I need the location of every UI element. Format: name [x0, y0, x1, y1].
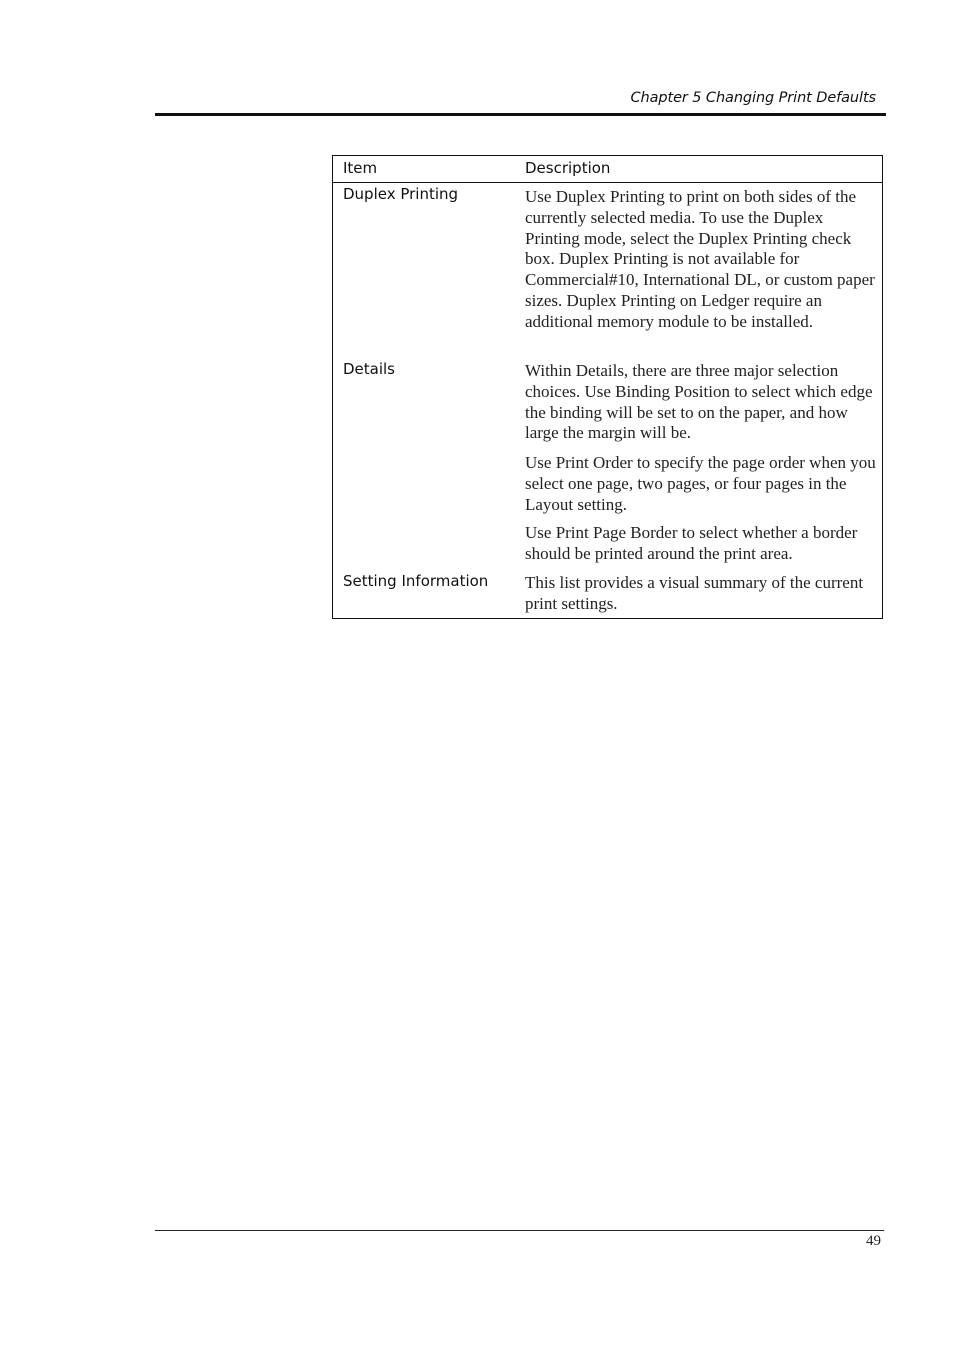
- row-description-setting-information: This list provides a visual summary of the current print settings.: [525, 573, 864, 613]
- row-description-details-page-border: Use Print Page Border to select whether a border should be printed around the print area.: [525, 523, 858, 563]
- row-item-setting-information: Setting Information: [343, 572, 489, 590]
- row-description-details-binding: Within Details, there are three major selection choices. Use Binding Position to select which edge the binding will be set to on the paper, and how large the margin will be.: [525, 361, 873, 443]
- column-header-description: Description: [525, 159, 611, 177]
- items-table: [332, 155, 883, 619]
- row-description-details-print-order: Use Print Order to specify the page order when you select one page, two pages, or four pages in the Layout setting.: [525, 453, 876, 514]
- column-header-item: Item: [343, 159, 378, 177]
- page-number: 49: [866, 1233, 881, 1249]
- header-rule: [155, 113, 886, 116]
- table-header-row: [333, 156, 882, 183]
- running-header: Chapter 5 Changing Print Defaults: [630, 90, 876, 106]
- row-description-duplex-printing: Use Duplex Printing to print on both sides of the currently selected media. To use the Duplex Printing mode, select the Duplex Printing check box. Duplex Printing is not available for Commercial#10, International DL, or custom paper sizes. Duplex Printing on Ledger require an additional memory module to be installed.: [525, 187, 875, 331]
- row-item-details: Details: [343, 360, 396, 378]
- row-item-duplex-printing: Duplex Printing: [343, 185, 459, 203]
- footer-rule: [155, 1230, 884, 1231]
